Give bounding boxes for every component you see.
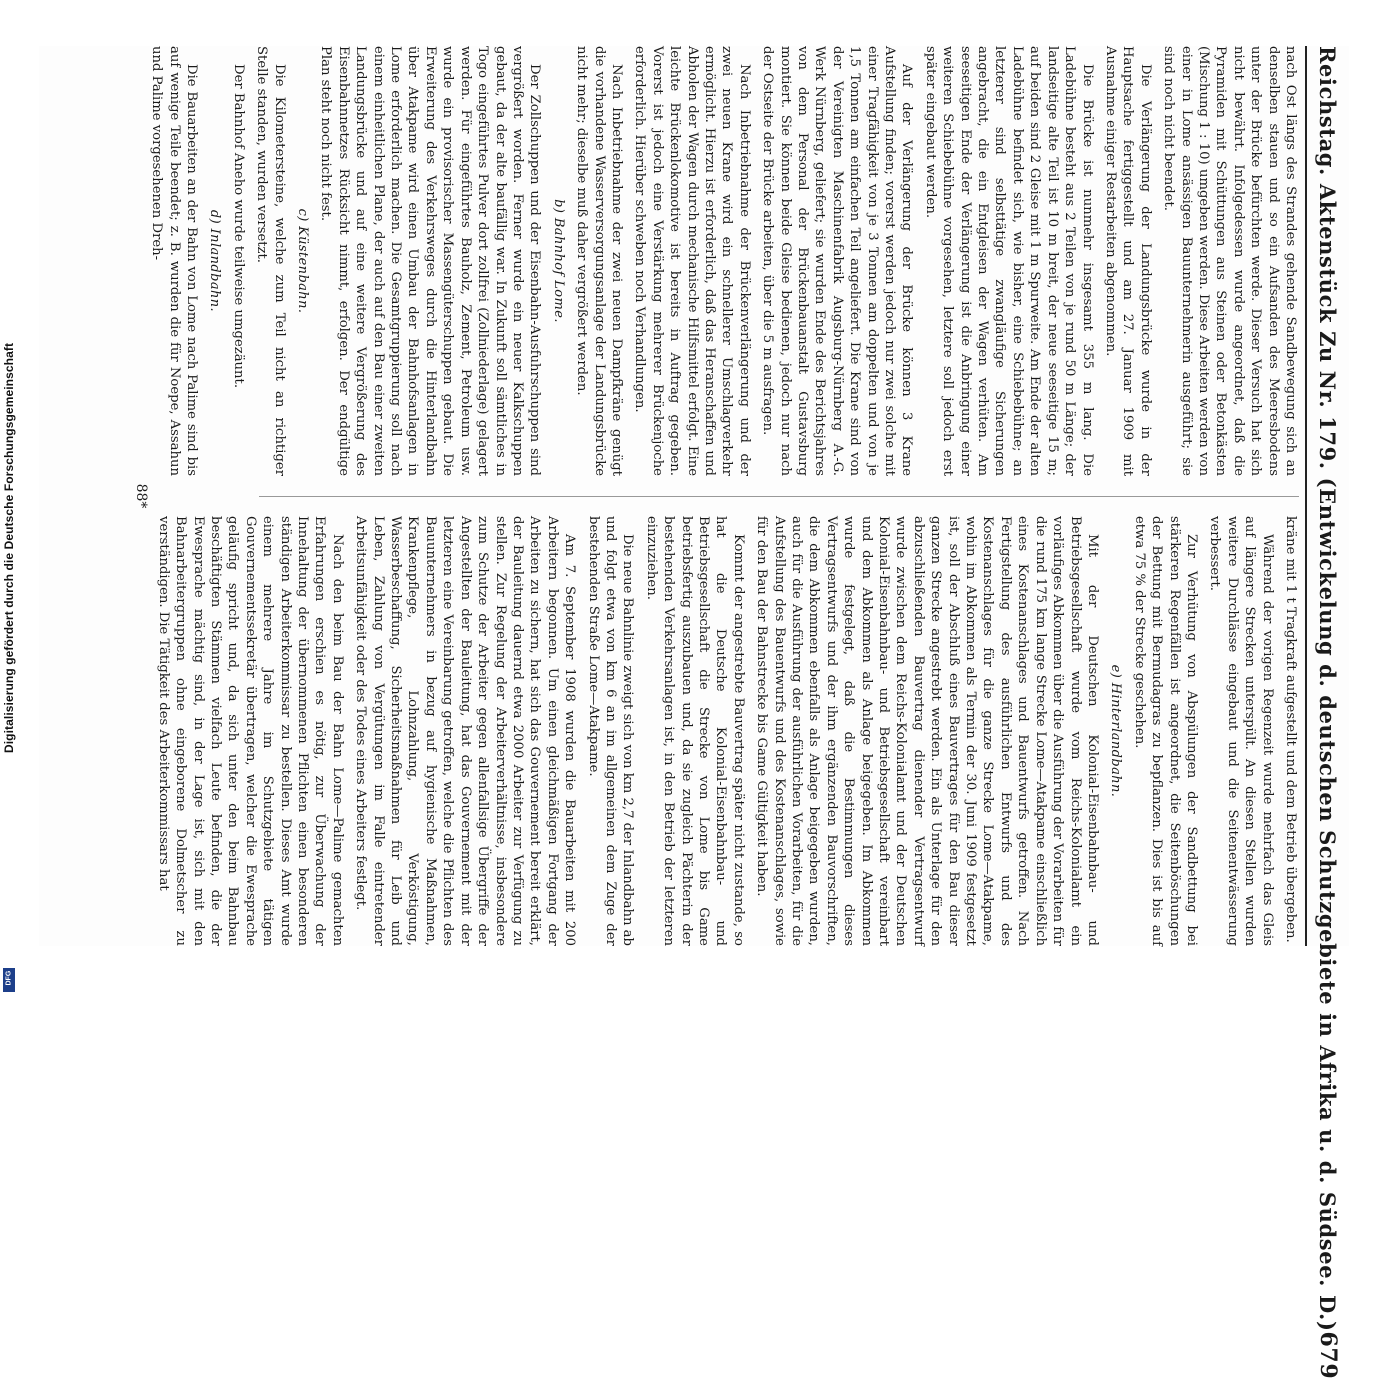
paragraph: kräne mit 1 t Tragkraft aufgestellt und dem Betrieb übergeben. <box>1282 516 1299 946</box>
sheet-mark: 88* <box>133 46 149 946</box>
paragraph: Nach Inbetriebnahme der zwei neuen Dampfkräne genügt die vorhandene Wasserversorgungsanlage der Landungsbrücke nicht mehr; dieselbe muß daher vergrößert werden. <box>573 46 625 476</box>
paragraph: Der Bahnhof Aneho wurde teilweise umgezäunt. <box>229 46 246 476</box>
dfg-logo-icon <box>3 968 15 992</box>
scanned-page <box>39 46 1349 946</box>
digitization-credit: Digitalisierung gefördert durch die Deutsche Forschungsgemeinschaft <box>2 343 16 753</box>
paragraph: Die Verlängerung der Landungsbrücke wurde in der Hauptsache fertiggestellt und am 27. Januar 1909 mit Ausnahme einiger Restarbeiten abgenommen. <box>1102 46 1154 476</box>
paragraph: Die Brücke ist nunmehr insgesamt 355 m lang. Die Ladebühne besteht aus 2 Teilen von je rund 50 m Länge; der landseitige alte Teil ist 10 m breit, der neue seeseitige 15 m; auf beiden sind 2 Gleise mit 1 m Spurweite. Am Ende der alten Ladebühne befindet sich, wie bisher, eine Schiebebühne; an letzterer sind selbsttätige zwangläufige Sicherungen angebracht, die ein Entgleisen der Wagen verhüten. Am seeseitigen Ende der Verlängerung ist die Anbringung einer weiteren Schiebebühne vorgesehen, letztere soll jedoch erst später eingebaut werden. <box>921 46 1095 476</box>
paragraph: Auf der Verlängerung der Brücke können 3 Krane Aufstellung finden; vorerst werden jedoch nur zwei solche mit einer Tragfähigkeit von je 3 Tonnen am doppelten und von je 1,5 Tonnen am einfachen Teil angeliefert. Die Krane sind von der Vereinigten Maschinenfabrik Augsburg-Nürnberg A.-G. Werk Nürnberg, geliefert; sie wurden Ende des Berichtsjahres von dem Personal der Brückenbauanstalt Gustavsburg montiert. Sie können beide Gleise bedienen, jedoch nur nach der Ostseite der Brücke arbeiten, über die 5 m ausfragen. <box>759 46 916 476</box>
paragraph: Kommt der angestrebte Bauvertrag später nicht zustande, so hat die Deutsche Kolonial-Eisenbahnbau- und Betriebsgesellschaft die Strecke von Lome bis Game betriebsfertig auszubauen und, da sie zugleich Pächterin der bestehenden Verkehrsanlagen ist, in den Betrieb der letzteren einzuziehen. <box>642 516 746 946</box>
credit-strip <box>0 0 18 1000</box>
page-header-title: Reichstag. Aktenstück Zu Nr. 179. (Entwickelung d. deutschen Schutzgebiete in Afrika u. d. Südsee. D.) <box>1316 46 1341 1332</box>
paragraph: Die Bauarbeiten an der Bahn von Lome nach Palime sind bis auf wenige Teile beendet; z. B. wurden die für Noepe, Assahun und Palime vorgesehenen Dreh- <box>148 46 200 476</box>
left-column <box>259 46 1299 476</box>
section-heading-inlandbahn: d) Inlandbahn. <box>206 46 223 476</box>
right-column <box>259 516 1299 946</box>
page-header <box>1305 46 1349 946</box>
page-number: 679 <box>1315 1332 1341 1379</box>
paragraph: Mit der Deutschen Kolonial-Eisenbahnbau- und Betriebsgesellschaft wurde vom Reichs-Kolonialamt ein vorläufiges Abkommen über die Ausführung der Vorarbeiten für die rund 175 km lange Strecke Lome—Atakpame einschließlich eines Kostenanschlages und Bauentwurfs getroffen. Nach Fertigstellung des ausführlichen Entwurfs und des Kostenanschlages für die ganze Strecke Lome—Atakpame, wohin im Abkommen als Termin der 30. Juni 1909 festgesetzt ist, soll der Abschluß eines Bauvertrages für den Bau dieser ganzen Strecke angestrebt werden. Ein als Unterlage für den abzuschließenden Bauvertrag dienender Vertragsentwurf wurde zwischen dem Reichs-Kolonialamt und der Deutschen Kolonial-Eisenbahnbau- und Betriebsgesellschaft vereinbart und dem Abkommen als Anlage beigegeben. Im Abkommen wurde festgelegt, daß die Bestimmungen dieses Vertragsentwurfs und der ihm ergänzenden Bauvorschriften, die dem Abkommen ebenfalls als Anlage beigegeben wurden, auch für die Ausführung der ausführlichen Vorarbeiten, für die Aufstellung des Bauentwurfs und des Kostenanschlages, sowie für den Bau der Bahnstrecke bis Game Gültigkeit haben. <box>753 516 1101 946</box>
paragraph: Zur Verhütung von Abspülungen der Sandbettung bei stärkeren Regenfällen ist angeordnet, die Seitenböschungen der Bettung mit Bermudagras zu bepflanzen. Dies ist bis auf etwa 75 % der Strecke geschehen. <box>1130 516 1200 946</box>
paragraph: Nach Inbetriebnahme der Brückenverlängerung und der zwei neuen Krane wird ein schnellerer Umschlagverkehr ermöglicht. Hierzu ist erforderlich, daß das Heranschaffen und Abholen der Wagen durch mechanische Hilfsmittel erfolgt. Eine leichte Brückenlokomotive ist bereits in Auftrag gegeben. Vorerst ist jedoch eine Verstärkung mehrerer Brückenjoche erforderlich. Hierüber schweben noch Verhandlungen. <box>631 46 753 476</box>
dfg-logo-text: DFG <box>6 974 13 986</box>
paragraph: nach Ost längs des Strandes gehende Sandbewegung sich an denselben stauen und so ein Aufsanden des Meeresbodens unter der Brücke befürchten werde. Dieser Versuch hat sich nicht bewährt. Infolgedessen wurde angeordnet, daß die Pyramiden mit Schüttungen aus Steinen oder Betonkästen (Mischung 1 : 10) umgeben werden. Diese Arbeiten werden von einer in Lome ansässigen Bauunternehmerin ausgeführt; sie sind noch nicht beendet. <box>1160 46 1299 476</box>
section-heading-bahnhof-lome: b) Bahnhof Lome. <box>549 46 566 476</box>
paragraph: Während der vorigen Regenzeit wurde mehrfach das Gleis auf längere Strecken unterspült. An diesen Stellen wurden weitere Durchlässe eingebaut und die Seitenentwässerung verbessert. <box>1206 516 1276 946</box>
section-heading-hinterlandbahn: e) Hinterlandbahn. <box>1107 516 1124 946</box>
section-heading-kuestenbahn: c) Küstenbahn. <box>294 46 311 476</box>
paragraph: Der Zollschuppen und der Eisenbahn-Ausfuhrschuppen sind vergrößert worden. Ferner wurde ein neuer Kalkschuppen gebaut, da der alte baufällig war. In Zukunft soll sämtliches in Togo eingeführtes Pulver dort zollfrei (Zollniederlage) gelagert werden. Für eingeführtes Bauholz, Zement, Petroleum usw. wurde ein provisorischer Massengüterschuppen gebaut. Die Erweiterung des Verkehrsweges durch die Hinterlandbahn über Atakpame wird einen Umbau der Bahnhofsanlagen in Lome erforderlich machen. Die Gesamtgruppierung soll nach einem einheitlichen Plane, der auch auf den Bau einer zweiten Landungsbrücke und auf eine weitere Vergrößerung des Eisenbahnnetzes Rücksicht nimmt, erfolgen. Der endgültige Plan steht noch nicht fest. <box>317 46 543 476</box>
column-divider <box>259 496 1299 497</box>
paragraph: Am 7. September 1908 wurden die Bauarbeiten mit 200 Arbeitern begonnen. Um einen gleichmäßigen Fortgang der Arbeiten zu sichern, hat sich das Gouvernement bereit erklärt, der Bauleitung dauernd etwa 2000 Arbeiter zur Verfügung zu stellen. Zur Regelung der Arbeiterverhältnisse, insbesondere zum Schutze der Arbeiter gegen allenfallsige Übergriffe der Angestellten der Bauleitung, hat das Gouvernement mit der letzteren eine Vereinbarung getroffen, welche die Pflichten des Bauunternehmers in bezug auf hygienische Maßnahmen, Krankenpflege, Lohnzahlung, Verköstigung, Wasserbeschaffung, Sicherheitsmaßnahmen für Leib und Leben, Zahlung von Vergütungen im Falle eintretender Arbeitsunfähigkeit oder des Todes eines Arbeiters festlegt. <box>352 516 578 946</box>
paragraph: Die Kilometersteine, welche zum Teil nicht an richtiger Stelle standen, wurden versetzt. <box>253 46 288 476</box>
paragraph: Die neue Bahnlinie zweigt sich von km 2,7 der Inlandbahn ab und folgt etwa von km 6 an im allgemeinen dem Zuge der bestehenden Straße Lome—Atakpame. <box>584 516 636 946</box>
paragraph: Nach den beim Bau der Bahn Lome—Palime gemachten Erfahrungen erschien es nötig, zur Überwachung der Innehaltung der übernommenen Pflichten einen besonderen ständigen Arbeiterkommissar zu bestellen. Dieses Amt wurde einem mehrere Jahre im Schutzgebiete tätigen Gouvernementssekretär übertragen, welcher die Ewesprache geläufig spricht und, da sich unter den beim Bahnbau beschäftigten Stämmen vielfach Leute befinden, die der Ewesprache mächtig sind, in der Lage ist, sich mit den Bahnarbeitergruppen ohne eingeborene Dolmetscher zu verständigen. Die Tätigkeit des Arbeiterkommissars hat <box>154 516 345 946</box>
